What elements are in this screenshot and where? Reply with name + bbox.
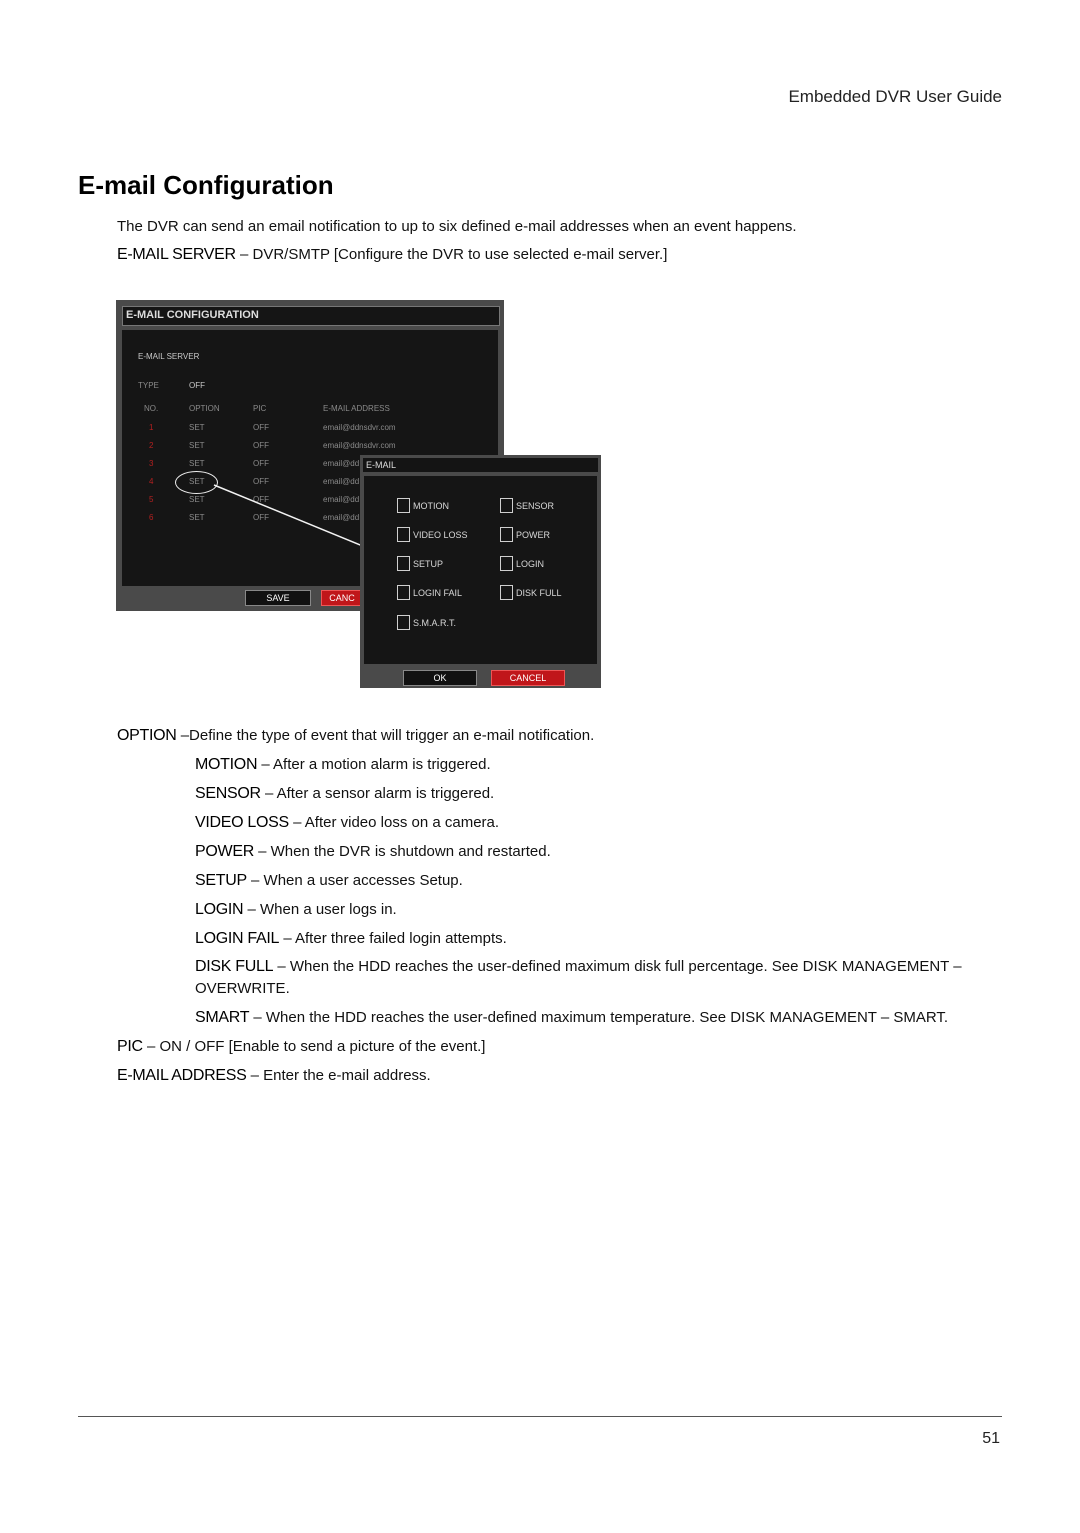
setup-label: SETUP bbox=[413, 559, 444, 569]
row-no: 2 bbox=[149, 441, 154, 450]
save-button[interactable]: SAVE bbox=[245, 590, 311, 606]
smart-checkbox[interactable] bbox=[397, 615, 410, 630]
event-term: LOGIN bbox=[195, 901, 244, 918]
config-title: E-MAIL CONFIGURATION bbox=[126, 309, 259, 321]
row-email[interactable]: email@ddnsdvr.com bbox=[323, 423, 396, 432]
row-no: 3 bbox=[149, 459, 154, 468]
row-email[interactable]: email@dd bbox=[323, 459, 360, 468]
disk-full-label: DISK FULL bbox=[516, 588, 562, 598]
event-term: SMART bbox=[195, 1009, 250, 1026]
event-term: SENSOR bbox=[195, 785, 261, 802]
dialog-body bbox=[364, 476, 597, 664]
event-desc: – When a user logs in. bbox=[243, 901, 397, 918]
event-desc: – After three failed login attempts. bbox=[279, 930, 507, 947]
dialog-cancel-button[interactable]: CANCEL bbox=[491, 670, 565, 686]
smart-label: S.M.A.R.T. bbox=[413, 618, 457, 628]
event-term: MOTION bbox=[195, 756, 258, 773]
row-option[interactable]: SET bbox=[189, 459, 205, 468]
dialog-title: E-MAIL bbox=[366, 460, 397, 470]
event-desc: – When the DVR is shutdown and restarted. bbox=[253, 843, 551, 860]
email-address-term: E-MAIL ADDRESS bbox=[117, 1067, 247, 1084]
event-desc: – After a motion alarm is triggered. bbox=[257, 756, 491, 773]
email-server-term: E-MAIL SERVER bbox=[117, 246, 236, 263]
row-pic[interactable]: OFF bbox=[253, 513, 269, 522]
motion-checkbox[interactable] bbox=[397, 498, 410, 513]
event-desc: – After a sensor alarm is triggered. bbox=[260, 785, 495, 802]
motion-label: MOTION bbox=[413, 501, 449, 511]
server-label: E-MAIL SERVER bbox=[138, 352, 200, 361]
option-desc: –Define the type of event that will trigger an e-mail notification. bbox=[176, 727, 595, 744]
type-label: TYPE bbox=[138, 381, 159, 390]
power-label: POWER bbox=[516, 530, 551, 540]
col-pic: PIC bbox=[253, 404, 267, 413]
video-loss-checkbox[interactable] bbox=[397, 527, 410, 542]
event-login-fail bbox=[195, 930, 507, 948]
dialog-titlebar bbox=[363, 458, 598, 472]
footer-rule bbox=[78, 1416, 1002, 1417]
event-setup bbox=[195, 872, 463, 890]
event-term: SETUP bbox=[195, 872, 247, 889]
login-fail-label: LOGIN FAIL bbox=[413, 588, 463, 598]
email-address-line bbox=[117, 1067, 431, 1085]
sensor-checkbox[interactable] bbox=[500, 498, 513, 513]
disk-full-checkbox[interactable] bbox=[500, 585, 513, 600]
event-disk-full bbox=[195, 956, 1003, 1000]
event-desc: – When the HDD reaches the user-defined maximum temperature. See DISK MANAGEMENT – SMART. bbox=[249, 1009, 949, 1026]
section-title: E-mail Configuration bbox=[78, 170, 334, 200]
intro-paragraph: The DVR can send an email notification to up to six defined e-mail addresses when an event happens. bbox=[117, 218, 797, 235]
row-option[interactable]: SET bbox=[189, 441, 205, 450]
sensor-label: SENSOR bbox=[516, 501, 555, 511]
event-login bbox=[195, 901, 397, 919]
option-term: OPTION bbox=[117, 727, 177, 744]
row-email[interactable]: email@dd bbox=[323, 513, 360, 522]
event-term: VIDEO LOSS bbox=[195, 814, 289, 831]
row-option[interactable]: SET bbox=[189, 495, 205, 504]
row-email[interactable]: email@ddnsdvr.com bbox=[323, 441, 396, 450]
row-pic[interactable]: OFF bbox=[253, 423, 269, 432]
row-pic[interactable]: OFF bbox=[253, 477, 269, 486]
row-option[interactable]: SET bbox=[189, 477, 205, 486]
event-term: POWER bbox=[195, 843, 254, 860]
event-term: DISK FULL bbox=[195, 958, 274, 975]
email-server-desc: – DVR/SMTP [Configure the DVR to use selected e-mail server.] bbox=[235, 246, 668, 263]
event-video-loss bbox=[195, 814, 499, 832]
power-checkbox[interactable] bbox=[500, 527, 513, 542]
col-no: NO. bbox=[144, 404, 159, 413]
row-option[interactable]: SET bbox=[189, 513, 205, 522]
row-email[interactable]: email@dd bbox=[323, 477, 360, 486]
row-pic[interactable]: OFF bbox=[253, 441, 269, 450]
config-cancel-button[interactable]: CANC bbox=[321, 590, 363, 606]
row-no: 1 bbox=[149, 423, 154, 432]
ok-button[interactable]: OK bbox=[403, 670, 477, 686]
row-no: 4 bbox=[149, 477, 154, 486]
email-address-desc: – Enter the e-mail address. bbox=[246, 1067, 431, 1084]
event-desc: – After video loss on a camera. bbox=[288, 814, 500, 831]
login-label: LOGIN bbox=[516, 559, 545, 569]
event-desc: – When the HDD reaches the user-defined maximum disk full percentage. See DISK MANAGEMENT – OVERWRITE. bbox=[195, 958, 962, 997]
row-email[interactable]: email@dd bbox=[323, 495, 360, 504]
event-term: LOGIN FAIL bbox=[195, 930, 280, 947]
event-smart bbox=[195, 1009, 948, 1027]
setup-checkbox[interactable] bbox=[397, 556, 410, 571]
col-email: E-MAIL ADDRESS bbox=[323, 404, 390, 413]
row-pic[interactable]: OFF bbox=[253, 459, 269, 468]
email-options-dialog bbox=[360, 455, 601, 688]
pic-line bbox=[117, 1038, 485, 1056]
running-header: Embedded DVR User Guide bbox=[788, 87, 1002, 106]
page-number: 51 bbox=[982, 1430, 1000, 1447]
video-loss-label: VIDEO LOSS bbox=[413, 530, 468, 540]
col-option: OPTION bbox=[189, 404, 220, 413]
pic-term: PIC bbox=[117, 1038, 143, 1055]
event-sensor bbox=[195, 785, 494, 803]
event-desc: – When a user accesses Setup. bbox=[246, 872, 463, 889]
login-checkbox[interactable] bbox=[500, 556, 513, 571]
row-no: 6 bbox=[149, 513, 154, 522]
type-value[interactable]: OFF bbox=[189, 381, 205, 390]
event-motion bbox=[195, 756, 491, 774]
row-pic[interactable]: OFF bbox=[253, 495, 269, 504]
login-fail-checkbox[interactable] bbox=[397, 585, 410, 600]
row-option[interactable]: SET bbox=[189, 423, 205, 432]
option-line bbox=[117, 727, 594, 745]
pic-desc: – ON / OFF [Enable to send a picture of the event.] bbox=[142, 1038, 486, 1055]
event-power bbox=[195, 843, 551, 861]
row-no: 5 bbox=[149, 495, 154, 504]
